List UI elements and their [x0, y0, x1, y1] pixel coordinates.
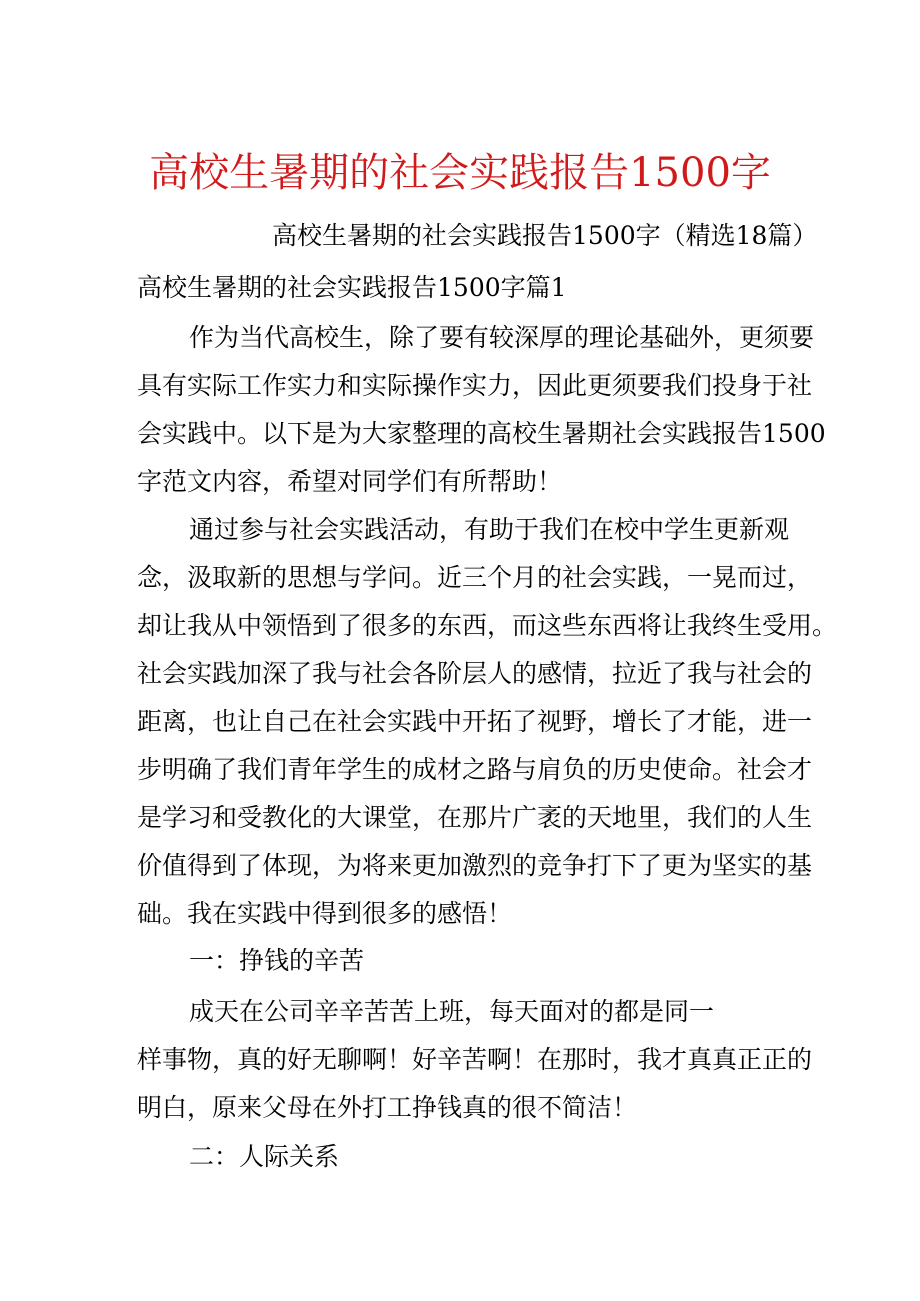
document-title: 高校生暑期的社会实践报告1500字 — [149, 150, 771, 196]
paragraph-line: 价值得到了体现，为将来更加激烈的竞争打下了更为坚实的基 — [137, 851, 813, 880]
paragraph-line: 社会实践加深了我与社会各阶层人的感情，拉近了我与社会的 — [137, 659, 813, 688]
paragraph-earning-money — [137, 988, 813, 1132]
paragraph-line: 念，汲取新的思想与学问。近三个月的社会实践，一晃而过， — [137, 563, 813, 592]
paragraph-line: 距离，也让自己在社会实践中开拓了视野，增长了才能，进一 — [137, 707, 813, 736]
subheading-earning-money: 一：挣钱的辛苦 — [189, 946, 365, 975]
paragraph-line: 样事物，真的好无聊啊！好辛苦啊！在那时，我才真真正正的 — [137, 1045, 813, 1074]
subheading-relationships: 二：人际关系 — [189, 1142, 340, 1171]
paragraph-line: 础。我在实践中得到很多的感悟！ — [137, 899, 513, 928]
paragraph-line: 成天在公司辛辛苦苦上班，每天面对的都是同一 — [189, 997, 715, 1026]
paragraph-line: 明白，原来父母在外打工挣钱真的很不简洁！ — [137, 1093, 638, 1122]
paragraph-line: 具有实际工作实力和实际操作实力，因此更须要我们投身于社 — [137, 371, 813, 400]
paragraph-line: 却让我从中领悟到了很多的东西，而这些东西将让我终生受用。 — [137, 611, 838, 640]
paragraph-line: 通过参与社会实践活动，有助于我们在校中学生更新观 — [189, 515, 790, 544]
paragraph-line: 字范文内容，希望对同学们有所帮助！ — [137, 467, 563, 496]
section-heading: 高校生暑期的社会实践报告1500字篇1 — [137, 273, 567, 302]
paragraph-intro — [137, 314, 826, 506]
paragraph-line: 会实践中。以下是为大家整理的高校生暑期社会实践报告1500 — [137, 419, 826, 448]
paragraph-line: 步明确了我们青年学生的成材之路与肩负的历史使命。社会才 — [137, 755, 813, 784]
document-subtitle: 高校生暑期的社会实践报告1500字（精选18篇） — [272, 221, 818, 250]
paragraph-line: 作为当代高校生，除了要有较深厚的理论基础外，更须要 — [189, 323, 815, 352]
paragraph-practice — [137, 506, 838, 938]
paragraph-line: 是学习和受教化的大课堂，在那片广袤的天地里，我们的人生 — [137, 803, 813, 832]
